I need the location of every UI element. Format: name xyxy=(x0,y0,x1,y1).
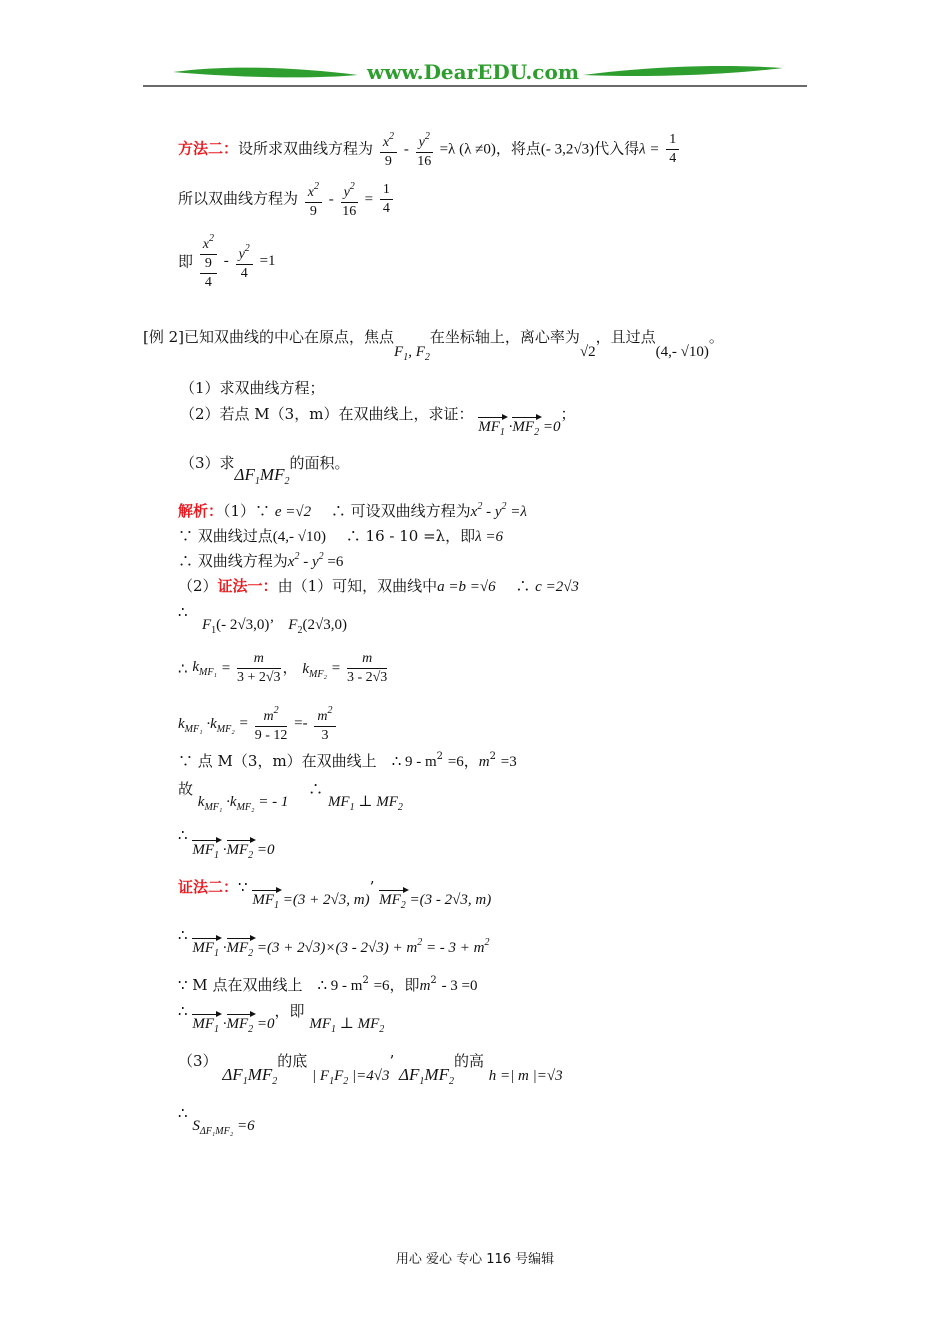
header-banner xyxy=(143,56,807,92)
lambda-cond: =λ (λ ≠0) xyxy=(439,141,496,158)
proof2-line4: ∴ $MF_1 \cdot MF_2 =0$，即 $MF_1$ ⊥ $MF_2$ xyxy=(178,1002,385,1035)
sol-point: ∵ 点 M（3，m）在双曲线上 ∴ $9 - m^2 =6$，$m^2 =3$ xyxy=(178,751,517,770)
frac-1-4: $\frac{1}{4}$ xyxy=(666,131,679,168)
question2: （2）若点 M（3，m）在双曲线上，求证： $MF_1 \cdot MF_2 =0$； xyxy=(180,405,576,438)
method2-line3: 即 $x^2$ 9 4 - $\frac{y^2}{4}$ =1 xyxy=(178,230,276,292)
footer-note: 用心 爱心 专心 116 号编辑 xyxy=(395,1252,555,1267)
method2-label: 方法二： xyxy=(178,139,239,158)
sol-line4: （2）证法一：由（1）可知，双曲线中a =b =√6 ∴ c =2√3 xyxy=(178,577,579,595)
sol-product: $k_{MF_1} \cdot k_{MF_2}$ = $\frac{m^2}{9 - 12}$ =- $\frac{m^2}{3}$ xyxy=(178,702,338,745)
method2-line: 方法二：设所求双曲线方程为 $\frac{x^2}{9}$ - $\frac{y^2}{16}$ =λ (λ ≠0)，将点(- 3,2√3)代入得λ = $\frac{1}{4}$ xyxy=(178,128,681,172)
sol-line1: 解析：（1）∵ e =√2 ∴ 可设双曲线方程为$x^2 - y^2 =\lambda$ xyxy=(178,501,527,520)
sol-dot0: ∴ $MF_1 \cdot MF_2 =0$ xyxy=(178,826,275,861)
question1: （1）求双曲线方程； xyxy=(180,379,325,397)
method2-line2: 所以双曲线方程为 $\frac{x^2}{9}$ - $\frac{y^2}{16}$ = $\frac{1}{4}$ xyxy=(178,178,395,221)
example2-statement: [例 2]已知双曲线的中心在原点，焦点$F_1$, $F_2$在坐标轴上，离心率为√2，且过点(4,- √10)。 xyxy=(143,328,724,363)
proof2-line2: ∴ $MF_1 \cdot MF_2 =(3 + 2√3)\times(3 - 2√3) + m^2$ = - $3 + m^2$ xyxy=(178,926,490,959)
part3-line: （3） $\Delta F_1MF_2$的底 | $F_1F_2$ |=4√3’ $\Delta F_1MF_2$的高 h =| m |=√3 xyxy=(178,1052,563,1087)
brand-text: www.DearEDU.com xyxy=(366,60,579,84)
frac-y2-16: $\frac{y^2}{16}$ xyxy=(416,128,433,171)
question3: （3）求$\Delta F_1MF_2$的面积。 xyxy=(180,454,350,487)
sol-perp: 故 $k_{MF_1} \cdot k_{MF_2}$ = - 1 ∴ $MF_1$ ⊥ $MF_2$ xyxy=(178,780,403,813)
sol-line2: ∵ 双曲线过点(4,- √10) ∴ 16 - 10 =λ，即λ =6 xyxy=(178,527,504,545)
proof2-line1: 证法二：∵ $MF_1 =(3 + 2√3$, m)’ $MF_2 =(3 - 2√3$, m) xyxy=(178,878,492,911)
sol-line3: ∴ 双曲线方程为$x^2 - y^2 =6$ xyxy=(178,551,344,570)
proof2-line3: ∵ M 点在双曲线上 ∴ $9 - m^2 =6$，即$m^2 - 3 =0$ xyxy=(178,975,478,994)
sol-slopes: ∴ $k_{MF_1}$ = $\frac{m}{3 + 2√3}$ ， $k_{MF_2}$ = $\frac{m}{3 - 2√3}$ xyxy=(178,651,388,685)
frac-x2-9: $\frac{x^2}{9}$ xyxy=(380,128,397,171)
area-line: ∴ $S_{\Delta F_1MF_2} =6$ xyxy=(178,1104,255,1137)
method2-text1: 设所求双曲线方程为 xyxy=(238,139,374,158)
point-a: (- 3,2√3) xyxy=(540,141,595,158)
sol-foci: ∴ $F_1(-$ 2√3,0)’ $F_2(2√3,0)$ xyxy=(178,603,347,636)
